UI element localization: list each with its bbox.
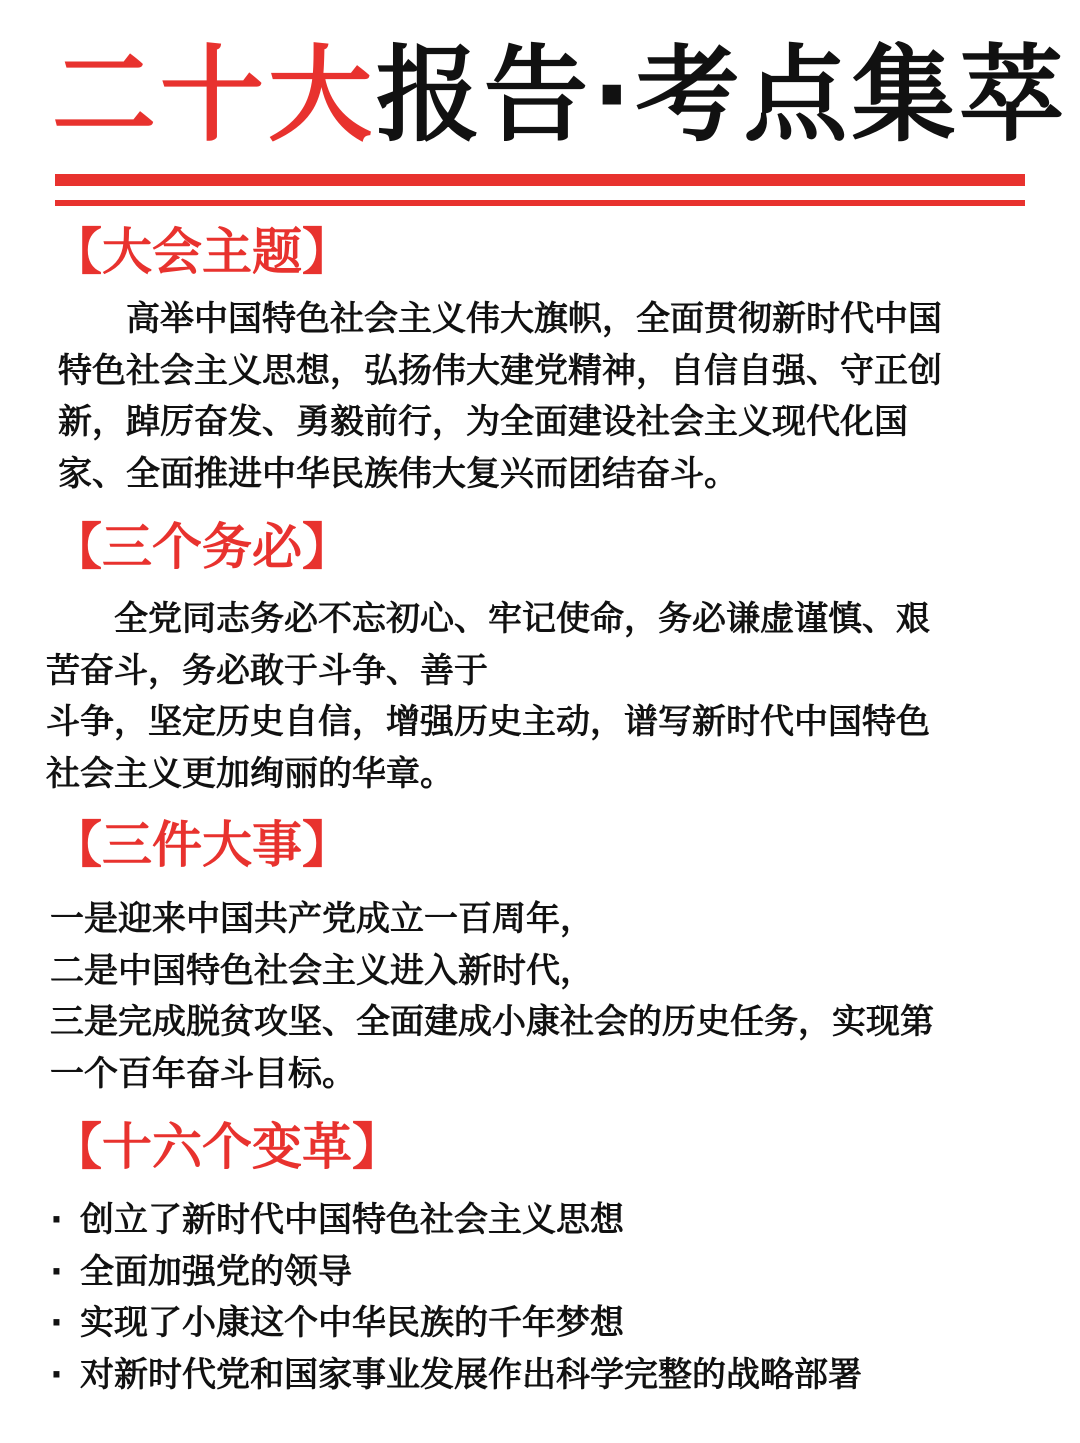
list-item-text: 创立了新时代中国特色社会主义思想 xyxy=(80,1200,624,1240)
paragraph-line: 高举中国特色社会主义伟大旗帜，全面贯彻新时代中国 xyxy=(58,299,942,339)
paragraph-line: 斗争，坚定历史自信，增强历史主动，谱写新时代中国特色 xyxy=(46,702,930,742)
list-item-text: 实现了小康这个中华民族的千年梦想 xyxy=(80,1303,624,1343)
title-divider-thick xyxy=(55,174,1025,186)
section-body-theme xyxy=(58,294,942,500)
list-item xyxy=(50,1298,862,1350)
bullet-dot: · xyxy=(50,1354,63,1395)
paragraph-line: 家、全面推进中华民族伟大复兴而团结奋斗。 xyxy=(58,453,738,494)
paragraph-line: 苦奋斗，务必敢于斗争、善于 xyxy=(46,650,488,691)
bullet-dot: · xyxy=(50,1251,63,1292)
section-body-three-events xyxy=(50,894,934,1100)
bullet-dot: · xyxy=(50,1303,63,1343)
paragraph-line: 特色社会主义思想，弘扬伟大建党精神，自信自强、守正创 xyxy=(58,350,942,391)
section-body-three-musts xyxy=(46,594,930,800)
section-heading-sixteen-changes: 【十六个变革】 xyxy=(52,1118,402,1176)
section-heading-theme: 【大会主题】 xyxy=(52,223,352,281)
bullet-list-sixteen-changes xyxy=(50,1195,862,1401)
page-title xyxy=(52,30,1068,160)
bullet-dot: · xyxy=(50,1200,63,1240)
paragraph-line: 新，踔厉奋发、勇毅前行，为全面建设社会主义现代化国 xyxy=(58,402,908,442)
paragraph-line: 社会主义更加绚丽的华章。 xyxy=(46,753,454,794)
section-heading-three-musts: 【三个务必】 xyxy=(52,518,352,576)
list-item xyxy=(50,1350,862,1402)
title-divider-thin xyxy=(55,200,1025,206)
section-heading-three-events: 【三件大事】 xyxy=(52,816,352,874)
paragraph-line: 一个百年奋斗目标。 xyxy=(50,1053,356,1094)
title-red-part: 二十大 xyxy=(52,34,377,156)
paragraph-line: 一是迎来中国共产党成立一百周年， xyxy=(50,899,594,939)
paragraph-line: 三是完成脱贫攻坚、全面建成小康社会的历史任务，实现第 xyxy=(50,1002,934,1042)
paragraph-line: 二是中国特色社会主义进入新时代， xyxy=(50,950,594,991)
list-item-text: 对新时代党和国家事业发展作出科学完整的战略部署 xyxy=(80,1354,862,1395)
list-item xyxy=(50,1247,862,1299)
paragraph-line: 全党同志务必不忘初心、牢记使命，务必谦虚谨慎、艰 xyxy=(46,599,930,639)
title-dark-part: 报告·考点集萃 xyxy=(376,34,1068,156)
list-item-text: 全面加强党的领导 xyxy=(80,1251,352,1292)
list-item xyxy=(50,1195,862,1247)
